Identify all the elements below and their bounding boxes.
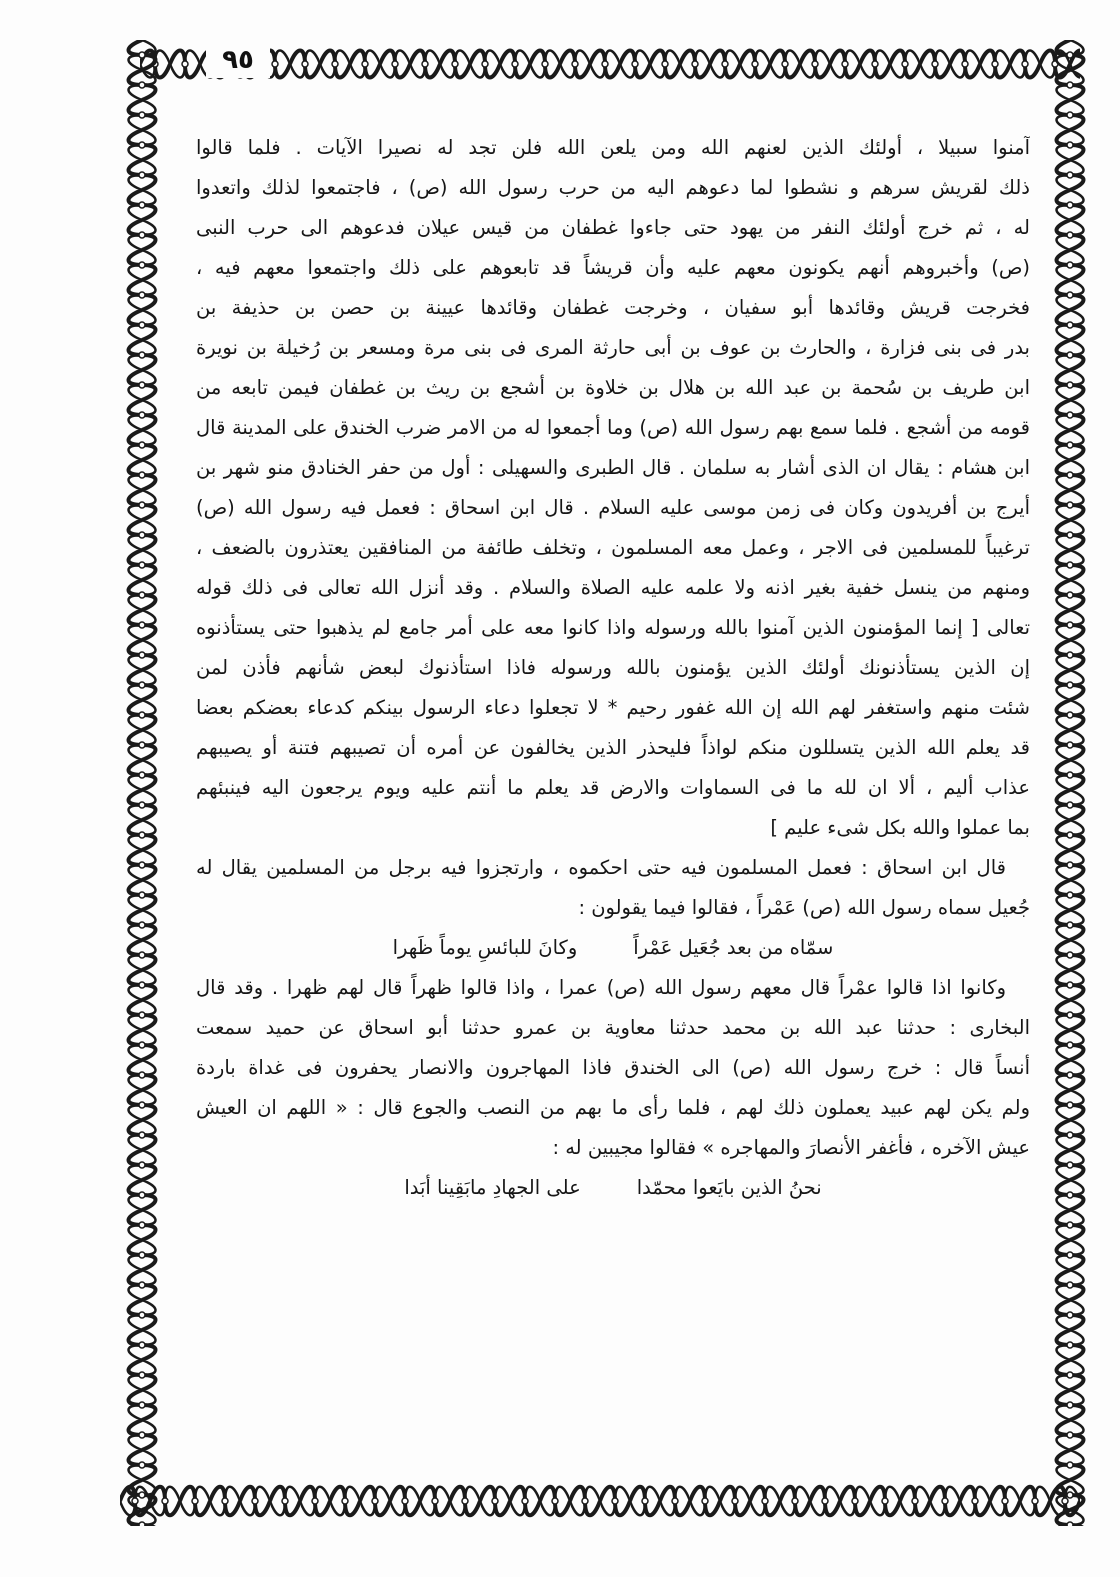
text-line: له ، ثم خرج أولئك النفر من يهود حتى جاءوا غطفان من قيس عيلان فدعوهم الى حرب النبى [196, 216, 1030, 239]
page-number: ٩٥ [206, 42, 270, 78]
text-line: قد يعلم الله الذين يتسللون منكم لواذاً فليحذر الذين يخالفون عن أمره أن تصيبهم فتنة أو يصيبهم [196, 736, 1030, 759]
text-line: إن الذين يستأذنونك أولئك الذين يؤمنون بالله ورسوله فاذا استأذنوك لبعض شأنهم فأذن لمن [196, 656, 1030, 679]
ornamental-border-bottom [120, 1478, 1080, 1524]
body-text [196, 128, 1030, 1208]
ornamental-border-left [120, 40, 164, 1526]
text-line: شئت منهم واستغفر لهم الله إن الله غفور رحيم * لا تجعلوا دعاء الرسول بينكم كدعاء بعضكم بعضا [196, 696, 1030, 719]
text-line: ذلك لقريش سرهم و نشطوا لما دعوهم اليه من حرب رسول الله (ص) ، فاجتمعوا لذلك واتعدوا [196, 176, 1030, 199]
ornamental-border-right [1048, 40, 1092, 1526]
text-line: ابن طريف بن سُحمة بن عبد الله بن هلال بن خلاوة بن أشجع بن ريث بن غطفان فيمن تابعه من [196, 376, 1030, 399]
text-line: قومه من أشجع . فلما سمع بهم رسول الله (ص) وما أجمعوا له من الامر ضرب الخندق على المدينة قال [196, 416, 1030, 439]
text-line: أيرج بن أفريدون وكان فى زمن موسى عليه السلام . قال ابن اسحاق : فعمل فيه رسول الله (ص) [196, 496, 1030, 519]
text-line: البخارى : حدثنا عبد الله بن محمد حدثنا معاوية بن عمرو حدثنا أبو اسحاق عن حميد سمعت [196, 1016, 1030, 1039]
text-line: ولم يكن لهم عبيد يعملون ذلك لهم ، فلما رأى ما بهم من النصب والجوع قال : « اللهم ان العيش [196, 1096, 1030, 1119]
text-line: عيش الآخره ، فأغفر الأنصارَ والمهاجره » فقالوا مجيبين له : [552, 1136, 1030, 1159]
text-line: فخرجت قريش وقائدها أبو سفيان ، وخرجت غطفان وقائدها عيينة بن حصن بن حذيفة بن [196, 296, 1030, 319]
text-line: جُعيل سماه رسول الله (ص) عَمْراً ، فقالوا فيما يقولون : [578, 896, 1030, 919]
text-line: قال ابن اسحاق : فعمل المسلمون فيه حتى احكموه ، وارتجزوا فيه برجل من المسلمين يقال له [196, 856, 1006, 879]
text-line: أنساً قال : خرج رسول الله (ص) الى الخندق فاذا المهاجرون والانصار يحفرون فى غداة باردة [196, 1056, 1030, 1079]
text-line: ابن هشام : يقال ان الذى أشار به سلمان . قال الطبرى والسهيلى : أول من حفر الخنادق منو شهر بن [196, 456, 1030, 479]
text-line: وكانوا اذا قالوا عمْراً قال معهم رسول الله (ص) عمرا ، واذا قالوا ظهراً قال لهم ظهرا . وقد قال [196, 976, 1006, 999]
text-line: تعالى [ إنما المؤمنون الذين آمنوا بالله ورسوله واذا كانوا معه على أمر جامع لم يذهبوا حتى يستأذنوه [196, 616, 1030, 639]
text-line: بما عملوا والله بكل شىء عليم ] [770, 816, 1030, 839]
text-line: ترغيباً للمسلمين فى الاجر ، وعمل معه المسلمون ، وتخلف طائفة من المنافقين يعتذرون بالضعف ، [196, 536, 1030, 559]
verse-hemistich-left: على الجهادِ مابَقِينا أبَدا [404, 1176, 581, 1199]
poetry-verse [196, 928, 1030, 968]
verse-hemistich-right: سمّاه من بعد جُعَيل عَمْراً [633, 936, 834, 959]
poetry-verse [196, 1168, 1030, 1208]
ornamental-border-top [140, 42, 1080, 86]
text-line: ومنهم من ينسل خفية بغير اذنه ولا علمه عليه الصلاة والسلام . وقد أنزل الله تعالى فى ذلك قوله [196, 576, 1030, 599]
verse-hemistich-left: وكانَ للبائسِ يوماً ظَهرا [392, 936, 578, 959]
text-line: آمنوا سبيلا ، أولئك الذين لعنهم الله ومن يلعن الله فلن تجد له نصيرا الآيات . فلما قالوا [196, 136, 1030, 159]
text-line: (ص) وأخبروهم أنهم يكونون معهم عليه وأن قريشاً قد تابعوهم على ذلك واجتمعوا معهم فيه ، [196, 256, 1030, 279]
text-line: عذاب أليم ، ألا ان لله ما فى السماوات والارض قد يعلم ما أنتم عليه ويوم يرجعون اليه فينبئهم [196, 776, 1030, 799]
verse-hemistich-right: نحنُ الذين بايَعوا محمّدا [636, 1176, 822, 1199]
text-line: بدر فى بنى فزارة ، والحارث بن عوف بن أبى حارثة المرى فى بنى مرة ومسعر بن رُخيلة بن نويرة [196, 336, 1030, 359]
